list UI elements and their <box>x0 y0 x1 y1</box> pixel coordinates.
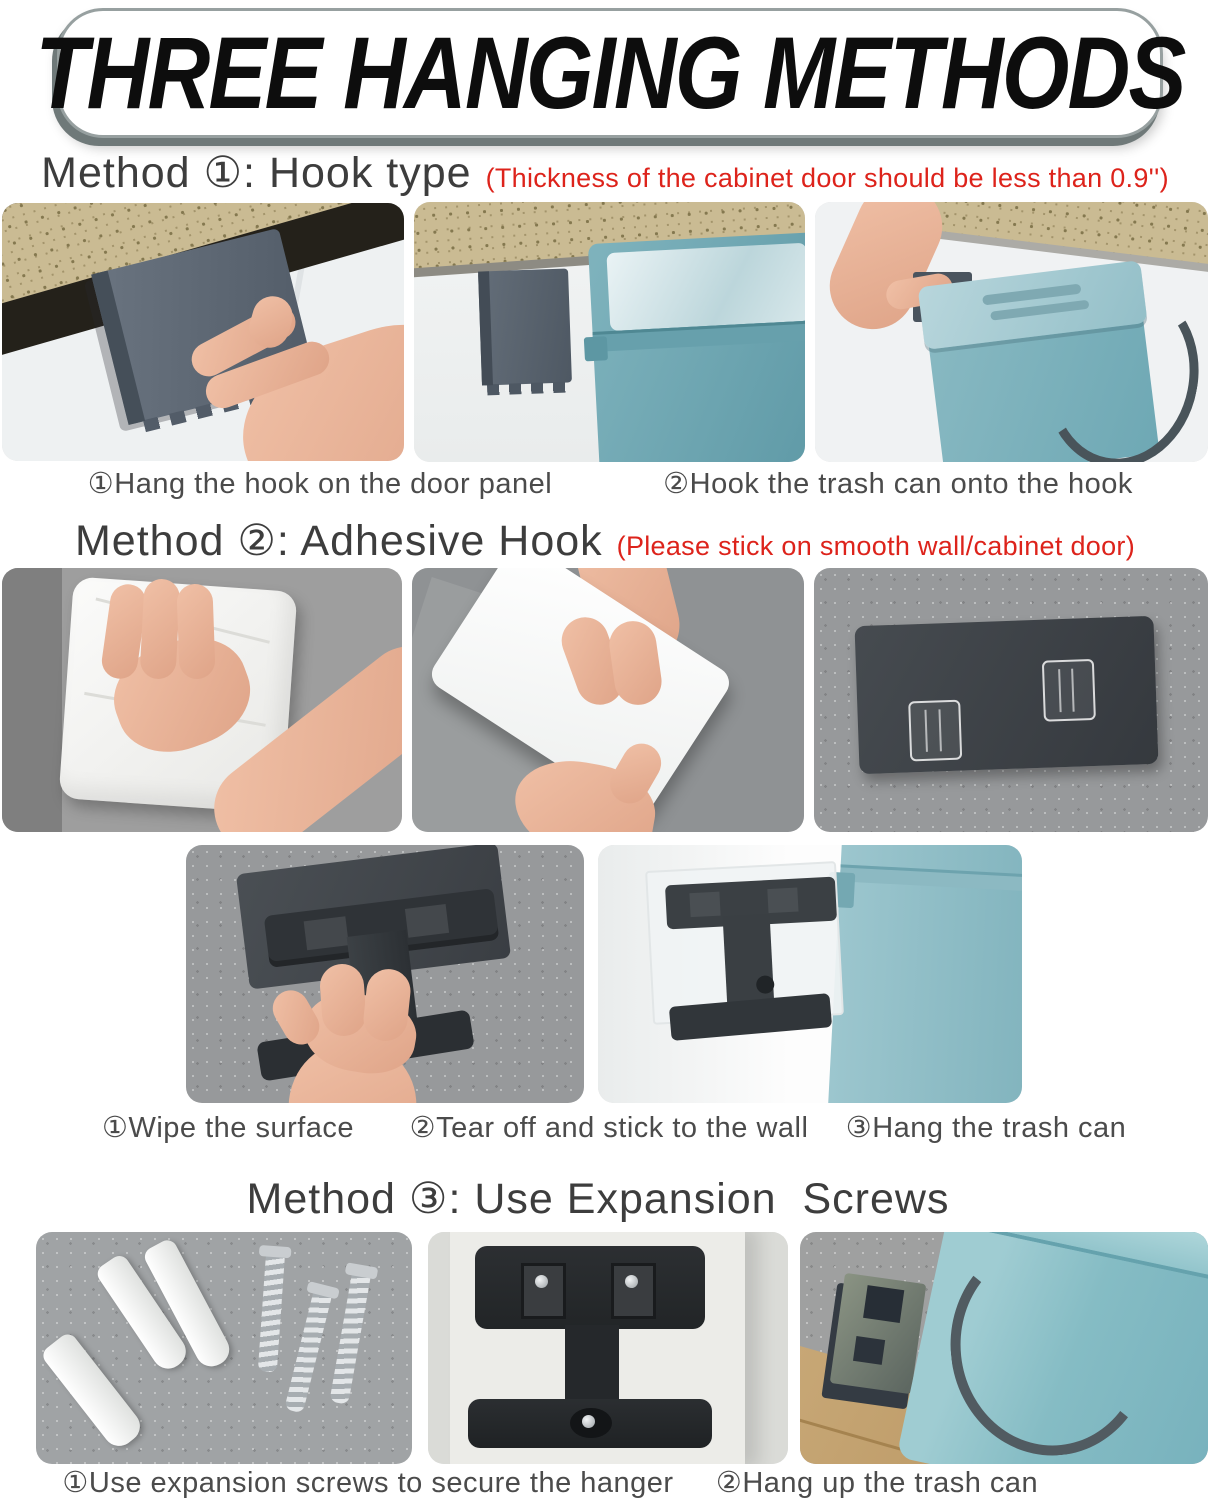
hook-teeth <box>488 382 569 396</box>
can-handle <box>940 1232 1162 1464</box>
bracket-slot <box>863 1285 904 1323</box>
expansion-screw <box>257 1250 284 1372</box>
trash-can <box>828 845 1022 1103</box>
photo-hanger-on-wall-with-trash-can <box>598 845 1022 1103</box>
finger <box>139 578 180 680</box>
finger <box>176 583 215 679</box>
photo-wipe-the-surface <box>2 568 402 832</box>
hanger-stem <box>723 913 774 1008</box>
photo-trash-can-hung-up <box>800 1232 1208 1464</box>
plastic-bag-liner <box>606 243 805 332</box>
screw-head <box>259 1245 292 1258</box>
screw-head <box>307 1281 341 1300</box>
hanger-window <box>404 904 449 938</box>
clear-hook <box>908 699 962 761</box>
can-catch-tab <box>584 337 608 362</box>
hanger-window <box>689 891 721 917</box>
hanger-bracket <box>829 1273 925 1395</box>
bracket-slot <box>853 1337 885 1365</box>
hanger-window <box>304 916 349 950</box>
method3-heading-row <box>0 1174 1210 1224</box>
screw-recess <box>570 1408 612 1438</box>
wall-anchor <box>39 1331 146 1453</box>
method2-heading: Method ②: Adhesive Hook <box>74 517 603 565</box>
photo-hanger-secured-with-screws <box>428 1232 788 1464</box>
photo-hang-hook-on-door-panel <box>2 203 404 461</box>
hanger-window <box>611 1263 656 1319</box>
caption-use-screws: ①Use expansion screws to secure the hanger <box>62 1467 674 1499</box>
screw-head <box>345 1262 379 1279</box>
hook-fold-edge <box>479 271 494 386</box>
clear-hook <box>1042 659 1096 721</box>
method3-heading: Method ③: Use Expansion Screws <box>246 1175 950 1223</box>
hanger-stem <box>565 1325 619 1404</box>
hanger-window <box>521 1263 566 1319</box>
caption-hang-can: ③Hang the trash can <box>845 1112 1127 1144</box>
photo-tear-off-adhesive-backing <box>412 568 804 832</box>
method2-heading-row <box>0 516 1210 566</box>
hook-slot <box>925 709 928 752</box>
page-title: THREE HANGING METHODS <box>35 15 1185 130</box>
door-hook <box>479 268 573 385</box>
hanger-bottom-bar <box>468 1399 713 1448</box>
hanger-window <box>767 887 799 913</box>
photo-hook-trash-can-onto-hook <box>815 202 1208 462</box>
method2-note: (Please stick on smooth wall/cabinet door) <box>616 531 1135 561</box>
title-banner <box>35 8 1185 138</box>
expansion-screw <box>284 1287 333 1413</box>
photo-hook-with-open-trash-can <box>414 202 805 462</box>
method1-note: (Thickness of the cabinet door should be less than 0.9'') <box>485 163 1169 193</box>
trash-can-lidded <box>922 268 1159 462</box>
screw-head <box>535 1275 548 1288</box>
caption-hang-hook: ①Hang the hook on the door panel <box>87 468 553 500</box>
caption-hang-up-can: ②Hang up the trash can <box>715 1467 1039 1499</box>
can-lid-edge <box>840 864 1022 893</box>
photo-adhesive-plate-on-wall <box>814 568 1208 832</box>
hook-slot <box>1058 669 1061 712</box>
finger <box>319 962 368 1037</box>
photo-expansion-screws-and-anchors <box>36 1232 412 1464</box>
screw-head <box>582 1415 595 1428</box>
caption-hook-can: ②Hook the trash can onto the hook <box>663 468 1133 500</box>
screw-head <box>625 1275 638 1288</box>
hook-slot <box>938 709 941 752</box>
hook-slot <box>1072 669 1075 712</box>
method1-heading-row <box>0 148 1210 198</box>
trash-can <box>897 1232 1208 1464</box>
method1-heading: Method ①: Hook type <box>41 149 472 197</box>
wall-shadow-strip <box>2 568 62 832</box>
photo-press-hanger-onto-adhesive <box>186 845 584 1103</box>
caption-tear-off: ②Tear off and stick to the wall <box>409 1112 809 1144</box>
adhesive-plate <box>855 616 1159 774</box>
hanger-top-bar <box>475 1246 705 1330</box>
trash-can-open <box>588 233 805 462</box>
caption-wipe-surface: ①Wipe the surface <box>101 1112 355 1144</box>
